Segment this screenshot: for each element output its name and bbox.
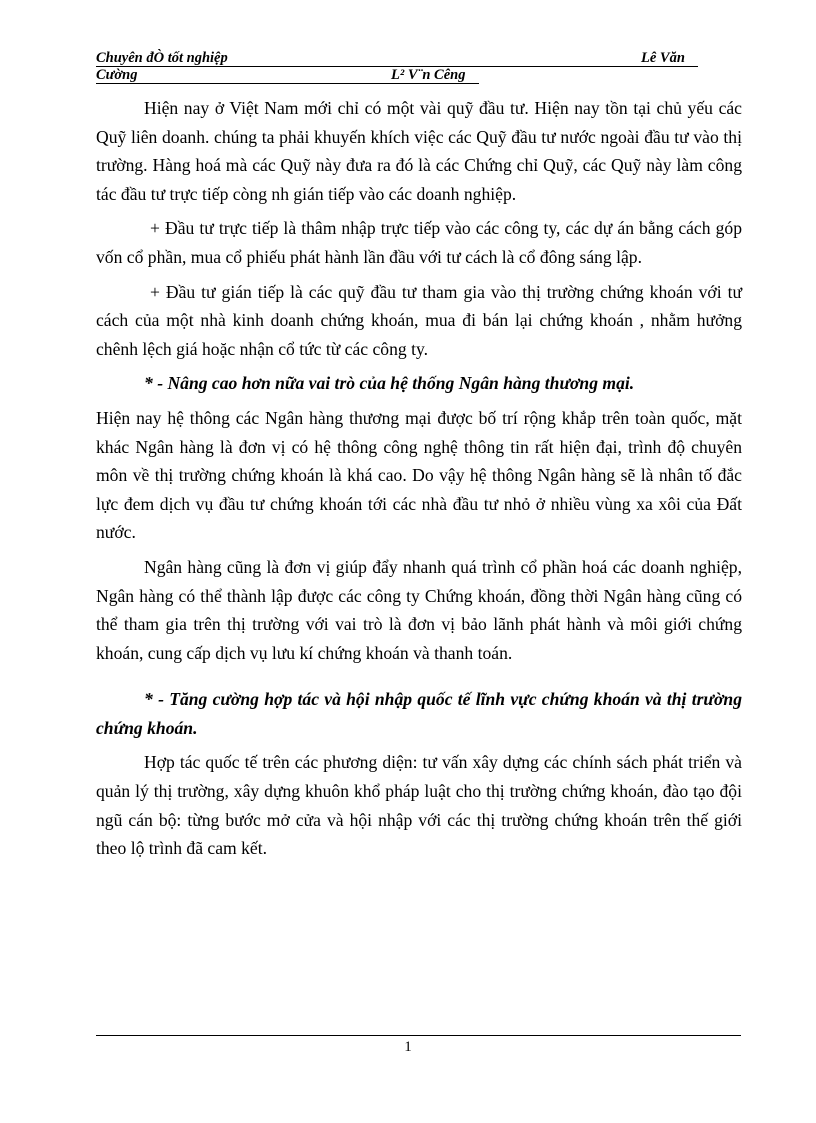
paragraph-2: + Đầu tư trực tiếp là thâm nhập trực tiếp vào các công ty, các dự án bằng cách góp vốn cổ phần, mua cổ phiếu phát hành lần đầu với tư cách là cổ đông sáng lập. (96, 218, 742, 267)
header-author-last: Cường (96, 67, 138, 83)
paragraph-6: Hợp tác quốc tế trên các phương diện: tư vấn xây dựng các chính sách phát triển và quản lý thị trường, xây dựng khuôn khổ pháp luật cho thị trường chứng khoán, đào tạo đội ngũ cán bộ: từng bước mở cửa và hội nhập với các thị trường chứng khoán trên thế giới theo lộ trình đã cam kết. (96, 752, 742, 859)
header-author-first: Lê Văn (641, 50, 685, 66)
footer-rule (96, 1035, 741, 1036)
document-body (96, 94, 742, 869)
section-heading-banks: * - Nâng cao hơn nữa vai trò của hệ thống Ngân hàng thương mại. (144, 373, 635, 394)
header-author-garbled: L² V¨n Cêng (391, 67, 466, 83)
section-heading-international: * - Tăng cường hợp tác và hội nhập quốc tế lĩnh vực chứng khoán và thị trường chứng khoán. (96, 689, 742, 738)
paragraph-4: Hiện nay hệ thông các Ngân hàng thương mại được bố trí rộng khắp trên toàn quốc, mặt khác Ngân hàng là đơn vị có hệ thông công nghệ thông tin rất hiện đại, trình độ chuyên môn về thị trường chứng khoán là khá cao. Do vậy hệ thông Ngân hàng sẽ là nhân tố đắc lực đem dịch vụ đầu tư chứng khoán tới các nhà đầu tư nhỏ ở nhiều vùng xa xôi của Đất nước. (96, 407, 742, 543)
paragraph-3: + Đầu tư gián tiếp là các quỹ đầu tư tham gia vào thị trường chứng khoán với tư cách của một nhà kinh doanh chứng khoán, mua đi bán lại chứng khoán , nhằm hưởng chênh lệch giá hoặc nhận cổ tức từ các công ty. (96, 281, 742, 359)
paragraph-1: Hiện nay ở Việt Nam mới chỉ có một vài quỹ đầu tư. Hiện nay tồn tại chủ yếu các Quỹ liên doanh. chúng ta phải khuyến khích việc các Quỹ đầu tư nước ngoài đầu tư vào thị trường. Hàng hoá mà các Quỹ này đưa ra đó là các Chứng chỉ Quỹ, các Quỹ này làm công tác đầu tư trực tiếp còng nh gián tiếp vào các doanh nghiệp. (96, 98, 742, 204)
header-doc-title: Chuyên đÒ tốt nghiệp (96, 50, 228, 66)
paragraph-5: Ngân hàng cũng là đơn vị giúp đẩy nhanh quá trình cổ phần hoá các doanh nghiệp, Ngân hàng có thể thành lập được các công ty Chứng khoán, đồng thời Ngân hàng cũng có thể tham gia trên thị trường với vai trò là đơn vị bảo lãnh phát hành và môi giới chứng khoán, cung cấp dịch vụ lưu kí chứng khoán và thanh toán. (96, 556, 742, 663)
page-number: 1 (404, 1039, 412, 1055)
page-header (96, 50, 698, 86)
